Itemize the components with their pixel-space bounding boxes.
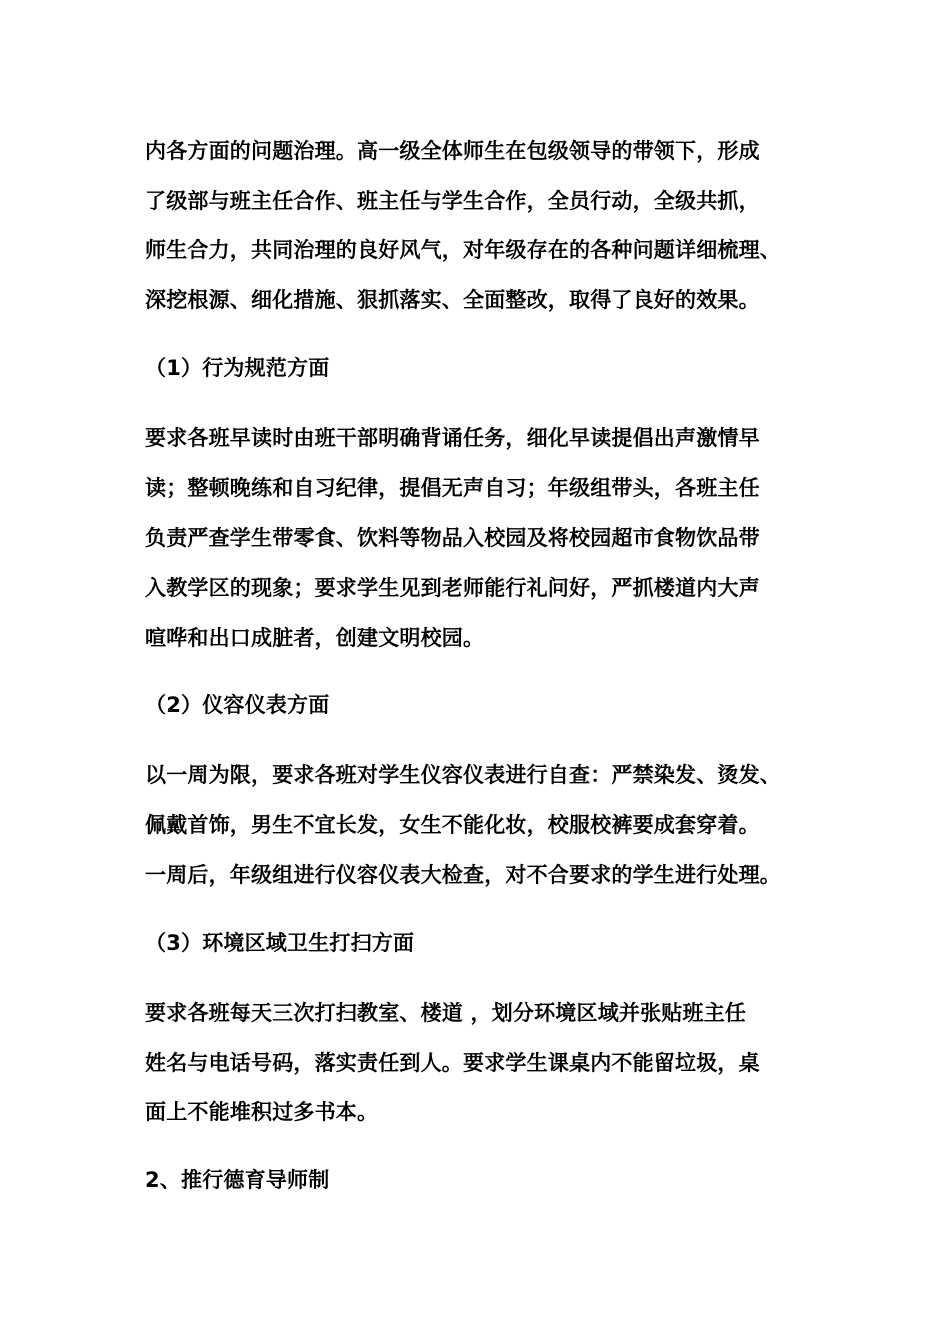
paragraph-line: 读；整顿晚练和自习纪律，提倡无声自习；年级组带头，各班主任 [145,476,760,500]
paragraph-line: 佩戴首饰，男生不宜长发，女生不能化妆，校服校裤要成套穿着。 [145,813,760,837]
paragraph-line: 深挖根源、细化措施、狠抓落实、全面整改，取得了良好的效果。 [145,288,760,312]
paragraph-line: 要求各班早读时由班干部明确背诵任务，细化早读提倡出声激情早 [145,426,760,450]
paragraph-line: 负责严查学生带零食、饮料等物品入校园及将校园超市食物饮品带 [145,526,760,550]
section-heading-hygiene: （3）环境区域卫生打扫方面 [145,931,415,955]
paragraph-line: 了级部与班主任合作、班主任与学生合作，全员行动，全级共抓， [145,189,760,213]
paragraph-line: 师生合力，共同治理的良好风气，对年级存在的各种问题详细梳理、 [145,238,781,262]
section-heading-mentor: 2、推行德育导师制 [145,1168,330,1192]
paragraph-line: 内各方面的问题治理。高一级全体师生在包级领导的带领下，形成 [145,139,760,163]
section-heading-behavior: （1）行为规范方面 [145,356,330,380]
paragraph-line: 要求各班每天三次打扫教室、楼道 ，划分环境区域并张贴班主任 [145,1001,747,1025]
paragraph-line: 入教学区的现象；要求学生见到老师能行礼问好，严抓楼道内大声 [145,576,760,600]
paragraph-line: 以一周为限，要求各班对学生仪容仪表进行自查：严禁染发、烫发、 [145,763,781,787]
paragraph-line: 面上不能堆积过多书本。 [145,1100,379,1124]
section-heading-appearance: （2）仪容仪表方面 [145,693,330,717]
paragraph-line: 姓名与电话号码，落实责任到人。要求学生课桌内不能留垃圾，桌 [145,1051,760,1075]
paragraph-line: 一周后，年级组进行仪容仪表大检查，对不合要求的学生进行处理。 [145,863,781,887]
paragraph-line: 喧哗和出口成脏者，创建文明校园。 [145,626,485,650]
